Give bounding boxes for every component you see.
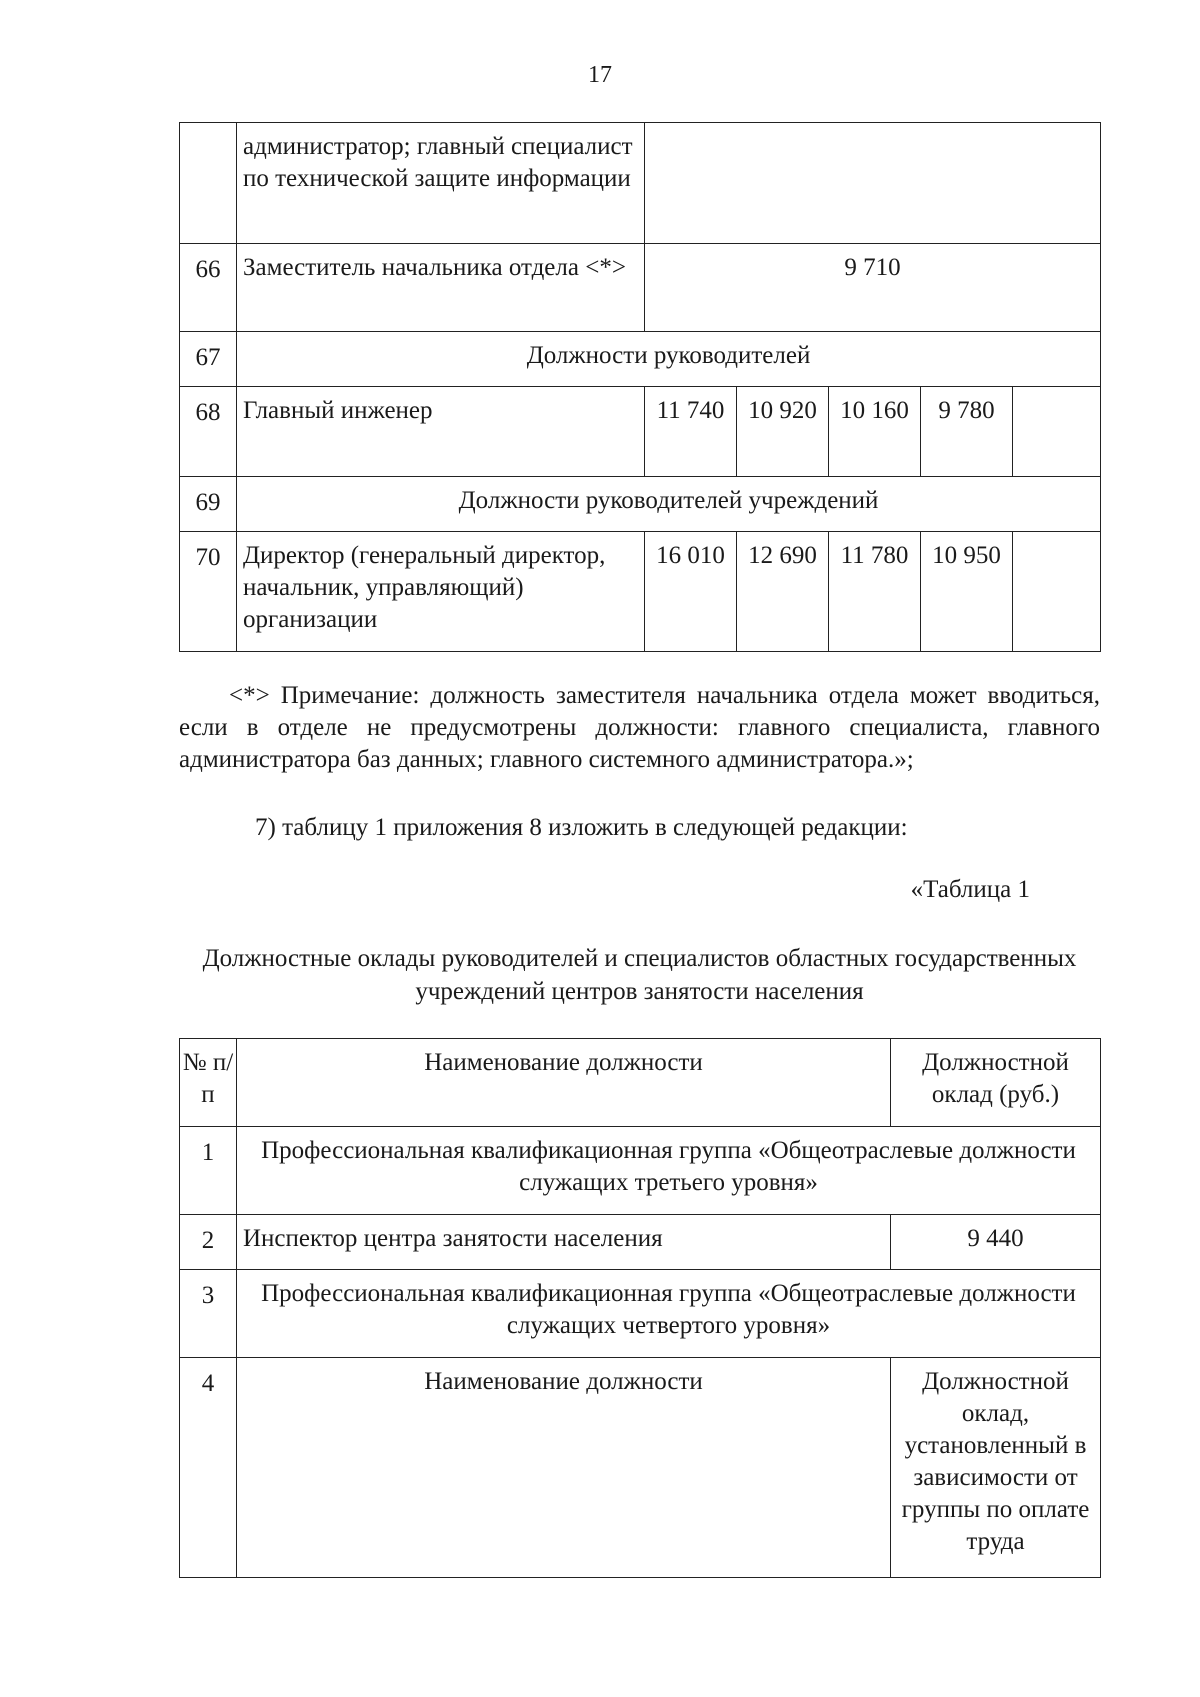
table-row (180, 332, 1101, 387)
salary-cell: 9 780 (921, 387, 1013, 477)
row-number: 68 (180, 387, 237, 477)
salary-cell: 11 740 (645, 387, 737, 477)
salary-cell (645, 123, 1101, 244)
row-number: 67 (180, 332, 237, 387)
position-name: Директор (генеральный директор, начальник, управляющий) организации (237, 532, 645, 652)
positions-table-continued (179, 122, 1101, 652)
table-row (180, 123, 1101, 244)
salary-cell: 16 010 (645, 532, 737, 652)
row-number: 4 (180, 1358, 237, 1578)
page-number: 17 (588, 62, 612, 88)
position-name: администратор; главный специалист по технической защите информации (237, 123, 645, 244)
salary-table (179, 1038, 1101, 1578)
amendment-clause: 7) таблицу 1 приложения 8 изложить в следующей редакции: (255, 814, 908, 841)
position-name: Инспектор центра занятости населения (237, 1215, 891, 1270)
position-name: Заместитель начальника отдела <*> (237, 244, 645, 332)
table-row (180, 532, 1101, 652)
row-number: 1 (180, 1127, 237, 1215)
table-row (180, 387, 1101, 477)
column-header-number: № п/п (180, 1039, 237, 1127)
section-heading: Должности руководителей (237, 332, 1101, 387)
column-header-position: Наименование должности (237, 1039, 891, 1127)
table-row (180, 1127, 1101, 1215)
table-header-row (180, 1039, 1101, 1127)
section-heading: Профессиональная квалификационная группа «Общеотраслевые должности служащих четвертого уровня» (237, 1270, 1101, 1358)
salary-cell: 10 160 (829, 387, 921, 477)
table-title: Должностные оклады руководителей и специалистов областных государственных учреждений центров занятости населения (202, 945, 1077, 1005)
table-row (180, 244, 1101, 332)
table-row (180, 1270, 1101, 1358)
row-number: 69 (180, 477, 237, 532)
position-name-header: Наименование должности (237, 1358, 891, 1578)
salary-header: Должностной оклад, установленный в зависимости от группы по оплате труда (891, 1358, 1101, 1578)
position-name: Главный инженер (237, 387, 645, 477)
salary-cell: 10 920 (737, 387, 829, 477)
row-number: 2 (180, 1215, 237, 1270)
row-number: 66 (180, 244, 237, 332)
row-number: 70 (180, 532, 237, 652)
salary-cell: 10 950 (921, 532, 1013, 652)
salary-cell: 12 690 (737, 532, 829, 652)
salary-cell: 9 710 (645, 244, 1101, 332)
table-row (180, 1215, 1101, 1270)
salary-cell (1013, 532, 1101, 652)
row-number: 3 (180, 1270, 237, 1358)
salary-cell: 9 440 (891, 1215, 1101, 1270)
salary-cell (1013, 387, 1101, 477)
salary-cell: 11 780 (829, 532, 921, 652)
table-caption: «Таблица 1 (910, 876, 1030, 903)
section-heading: Профессиональная квалификационная группа «Общеотраслевые должности служащих третьего уровня» (237, 1127, 1101, 1215)
row-number (180, 123, 237, 244)
table-row (180, 477, 1101, 532)
table-row (180, 1358, 1101, 1578)
column-header-salary: Должностной оклад (руб.) (891, 1039, 1101, 1127)
footnote: <*> Примечание: должность заместителя начальника отдела может вводиться, если в отделе не предусмотрены должности: главного специалиста, главного администратора баз данных; главного системного администратора.»; (179, 682, 1100, 773)
section-heading: Должности руководителей учреждений (237, 477, 1101, 532)
